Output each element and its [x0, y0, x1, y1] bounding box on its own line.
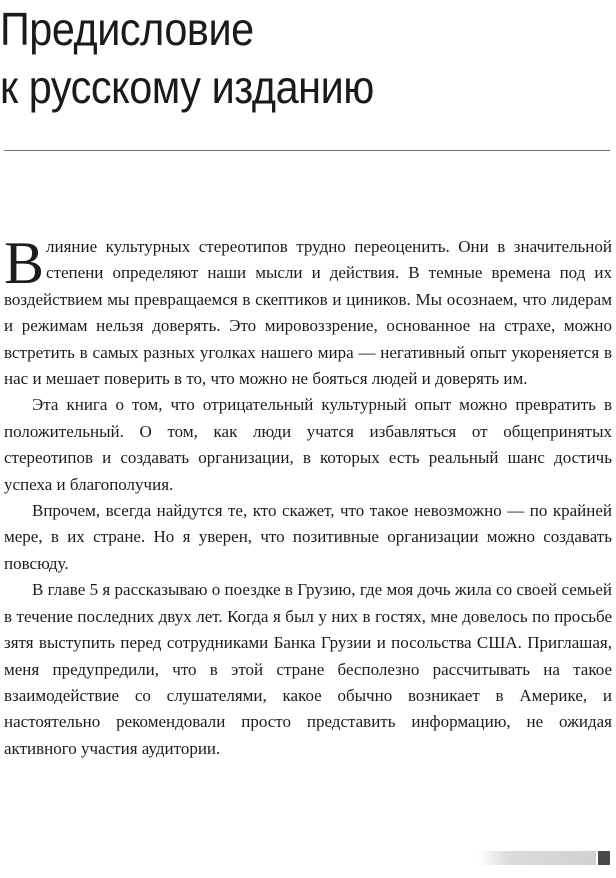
paragraph-4: В главе 5 я рассказываю о поездке в Грузию, где моя дочь жила со своей семьей в течение последних двух лет. Когда я был у них в гостях, мне довелось по просьбе зятя выступить перед сотрудниками Банка Грузии и посольства США. Приглашая, меня предупредили, что в этой стране бесполезно рассчитывать на такое взаимодействие со слушателями, какое обычно возникает в Америке, и настоятельно рекомендовали просто представить информацию, не ожидая активного участия аудитории. — [4, 580, 612, 758]
page-edge-marker — [598, 851, 610, 865]
chapter-title-line-1: Предисловие — [0, 3, 254, 55]
paragraph-1 — [4, 230, 612, 392]
chapter-body — [4, 230, 612, 762]
drop-cap: В — [4, 230, 45, 296]
page-edge-tab — [478, 851, 596, 865]
paragraph-3: Впрочем, всегда найдутся те, кто скажет, что такое невозможно — по крайней мере, в их стране. Но я уверен, что позитивные организации можно создавать повсюду. — [4, 501, 612, 573]
title-divider — [4, 150, 610, 151]
paragraph-2: Эта книга о том, что отрицательный культурный опыт можно превратить в положительный. О том, как люди учатся избавляться от общепринятых стереотипов и создавать организации, в которых есть реальный шанс достичь успеха и благополучия. — [4, 395, 612, 494]
chapter-title — [0, 0, 374, 116]
chapter-title-line-2: к русскому изданию — [0, 61, 374, 113]
paragraph-1-text: лияние культурных стереотипов трудно переоценить. Они в значительной степени определяют наши мысли и действия. В темные времена под их воздействием мы превращаемся в скептиков и циников. Мы осознаем, что лидерам и режимам нельзя доверять. Это мировоззрение, основанное на страхе, можно встретить в самых разных уголках нашего мира — негативный опыт укореняется в нас и мешает поверить в то, что можно не бояться людей и доверять им. — [4, 237, 612, 389]
